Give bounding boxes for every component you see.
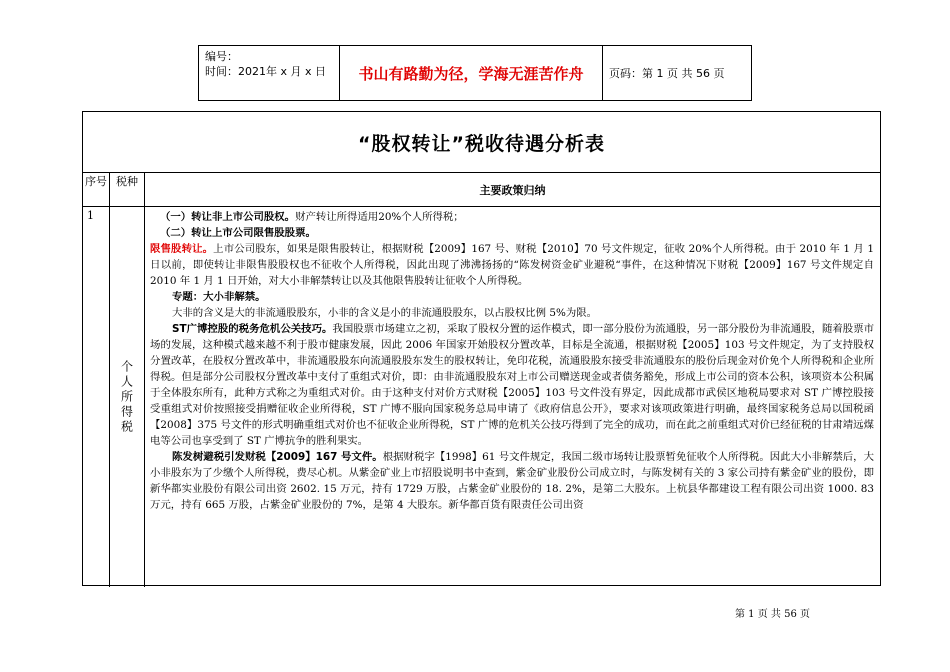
- st-paragraph: [150, 321, 874, 449]
- time-label: 时间：2021年 x 月 x 日: [205, 65, 326, 78]
- item-2: [150, 225, 874, 241]
- header-meta: [199, 46, 340, 100]
- number-label: 编号：: [205, 50, 238, 63]
- restricted-head: 限售股转让。: [150, 243, 214, 255]
- tax-type: 个人所得税: [119, 359, 134, 435]
- table-header: [83, 173, 880, 207]
- tax-type-cell: [110, 207, 145, 587]
- chen-text: 根据财税字【1998】61 号文件规定，我国二级市场转让股票暂免征收个人所得税。因此大小非解禁后，大小非股东为了少缴个人所得税，费尽心机。从紫金矿业上市招股说明书中查到，紫金矿业股份公司成立时，与陈发树有关的 3 家公司持有紫金矿业的股份，即新华都实业股份有限公司出资 2602. 15 万元，持有 1729 万股，占紫金矿业股份的 18. 2%，是第二大股东。上杭县华都建设工程有限公司出资 1000. 83 万元，持有 665 万股，占紫金矿业股份的 7%，是第 4 大股东。新华都百货有限责任公司出资: [150, 451, 874, 511]
- item-1-text: 财产转让所得适用20%个人所得税；: [295, 211, 464, 223]
- row-number: 1: [83, 207, 110, 587]
- chen-head: 陈发树避税引发财税【2009】167 号文件。: [172, 451, 383, 463]
- motto: 书山有路勤为径，学海无涯苦作舟: [340, 46, 603, 100]
- col-header-main: 主要政策归纳: [479, 183, 546, 197]
- table-row: [83, 207, 880, 587]
- page-title: “股权转让”税收待遇分析表: [83, 112, 880, 173]
- analysis-table: [82, 111, 881, 586]
- topic-head: 专题：大小非解禁。: [172, 291, 266, 303]
- page-indicator: 页码：第 1 页 共 56 页: [609, 67, 725, 80]
- item-1: [150, 209, 874, 225]
- restricted-paragraph: [150, 241, 874, 289]
- col-header-no: 序号: [83, 173, 110, 206]
- restricted-text: 上市公司股东，如果是限售股转让，根据财税【2009】167 号、财税【2010】70 号文件规定，征收 20%个人所得税。由于 2010 年 1 月 1 日以前，即使转让非限售股股权也不征收个人所得税，因此出现了沸沸扬扬的“陈发树资金矿业避税“事件，在这种情况下财税【2009】167 号文件规定自 2010 年 1 月 1 日开始，对大小非解禁转让以及其他限售股转让征收个人所得税。: [150, 243, 875, 287]
- topic-paragraph: 大非的含义是大的非流通股股东，小非的含义是小的非流通股股东，以占股权比例 5%为限。: [172, 307, 598, 319]
- st-head: ST广博控股的税务危机公关技巧。: [172, 323, 333, 335]
- st-text: 我国股票市场建立之初，采取了股权分置的运作模式，即一部分股份为流通股，另一部分股份为非流通股，随着股票市场的发展，这种模式越来越不利于股市健康发展，因此 2006 年国家开始股权分置改革，目标是全流通，根据财税【2005】103 号文件规定，为了支持股权分置改革，在股权分置改革中，非流通股股东向流通股股东发生的股权转让，免印花税，流通股股东接受非流通股东的股份后现金对价免个人所得税和企业所得税。但是部分公司股权分置改革中支付了重组式对价，即：由非流通股股东对上市公司赠送现金或者债务豁免，形成上市公司的资本公积，该项资本公积属于全体股东所有，此种方式称之为重组式对价。由于这种支付对价方式财税【2005】103 号文件没有界定，因此成都市武侯区地税局要求对 ST 广博控股接受重组式对价按照接受捐赠征收企业所得税，ST 广博不服向国家税务总局申请了《政府信息公开》，要求对该项政策进行明确，最终国家税务总局以国税函【2008】375 号文件的形式明确重组式对价也不征收企业所得税，ST 广博的危机关公技巧得到了完全的成功，而在此之前重组式对价已经征税的甘肃靖远煤电等公司也享受到了 ST 广博抗争的胜利果实。: [150, 323, 874, 447]
- item-2-head: （二）转让上市公司限售股股票。: [160, 227, 316, 239]
- policy-content: [145, 207, 880, 587]
- page-header: [198, 45, 752, 101]
- item-1-head: （一）转让非上市公司股权。: [160, 211, 296, 223]
- chen-paragraph: [150, 449, 874, 513]
- col-header-tax: 税种: [110, 173, 145, 206]
- page-footer: 第 1 页 共 56 页: [735, 609, 810, 620]
- topic-heading: [150, 289, 874, 305]
